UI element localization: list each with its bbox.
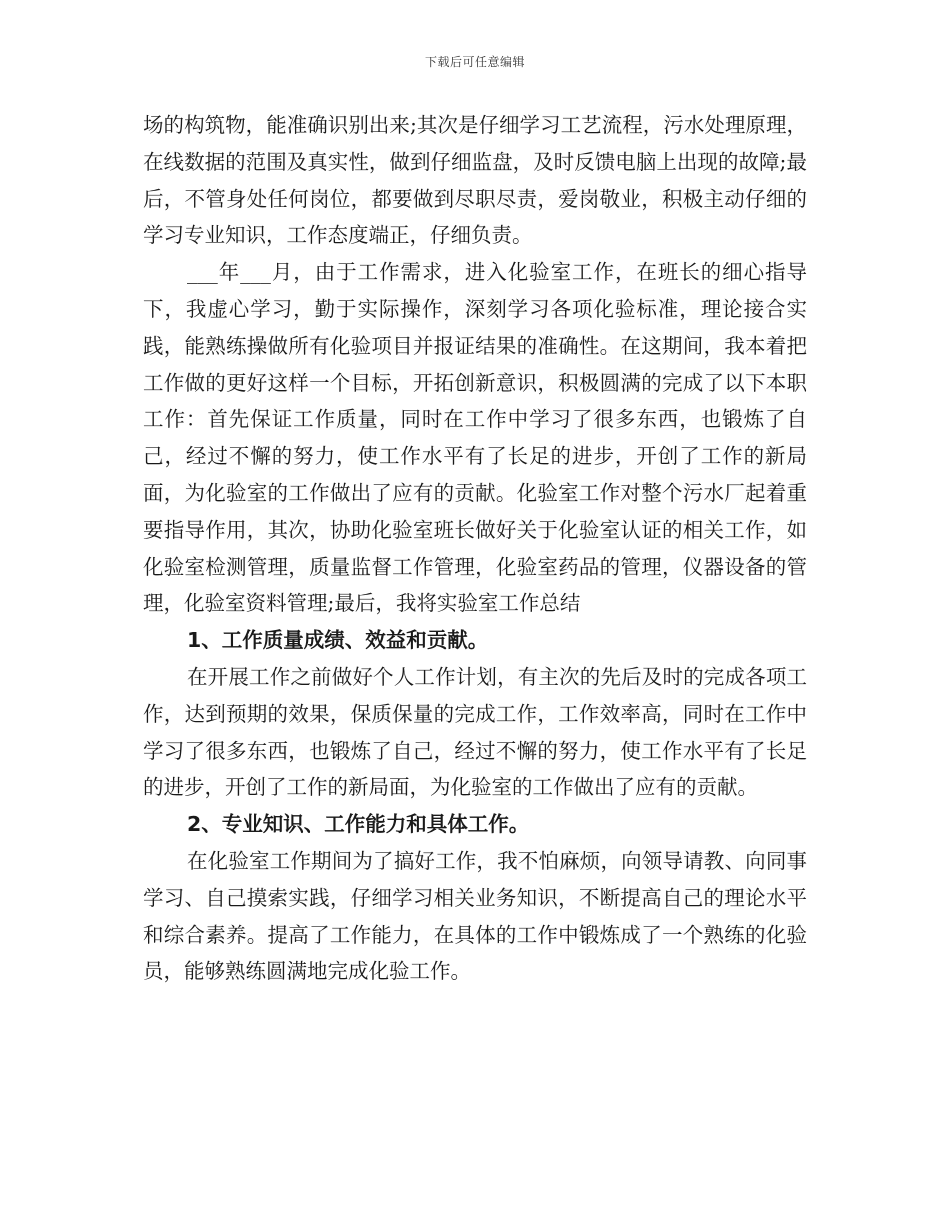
paragraph-continuation: 场的构筑物，能准确识别出来;其次是仔细学习工艺流程，污水处理原理，在线数据的范围及真实性，做到仔细监盘，及时反馈电脑上出现的故障;最后，不管身处任何岗位，都要做到尽职尽责，爱岗敬业，积极主动仔细的学习专业知识，工作态度端正，仔细负责。 (143, 113, 807, 248)
paragraph-skills: 在化验室工作期间为了搞好工作，我不怕麻烦，向领导请教、向同事学习、自己摸索实践，仔细学习相关业务知识，不断提高自己的理论水平和综合素养。提高了工作能力，在具体的工作中锻炼成了一个熟练的化验员，能够熟练圆满地完成化验工作。 (143, 848, 807, 984)
section-heading-skills: 2、专业知识、工作能力和具体工作。 (187, 812, 530, 837)
paragraph-lab-work: ___年___月，由于工作需求，进入化验室工作，在班长的细心指导下，我虚心学习，勤于实际操作，深刻学习各项化验标准，理论接合实践，能熟练操做所有化验项目并报证结果的准确性。在这期间，我本着把工作做的更好这样一个目标，开拓创新意识，积极圆满的完成了以下本职工作：首先保证工作质量，同时在工作中学习了很多东西，也锻炼了自己，经过不懈的努力，使工作水平有了长足的进步，开创了工作的新局面，为化验室的工作做出了应有的贡献。化验室工作对整个污水厂起着重要指导作用，其次，协助化验室班长做好关于化验室认证的相关工作，如化验室检测管理，质量监督工作管理，化验室药品的管理，仪器设备的管理，化验室资料管理;最后，我将实验室工作总结 (143, 260, 807, 616)
document-body (143, 107, 807, 990)
paragraph-quality: 在开展工作之前做好个人工作计划，有主次的先后及时的完成各项工作，达到预期的效果，保质保量的完成工作，工作效率高，同时在工作中学习了很多东西，也锻炼了自己，经过不懈的努力，使工作水平有了长足的进步，开创了工作的新局面，为化验室的工作做出了应有的贡献。 (143, 664, 807, 800)
section-heading-quality: 1、工作质量成绩、效益和贡献。 (187, 628, 489, 653)
page-header: 下载后可任意编辑 (424, 55, 525, 69)
